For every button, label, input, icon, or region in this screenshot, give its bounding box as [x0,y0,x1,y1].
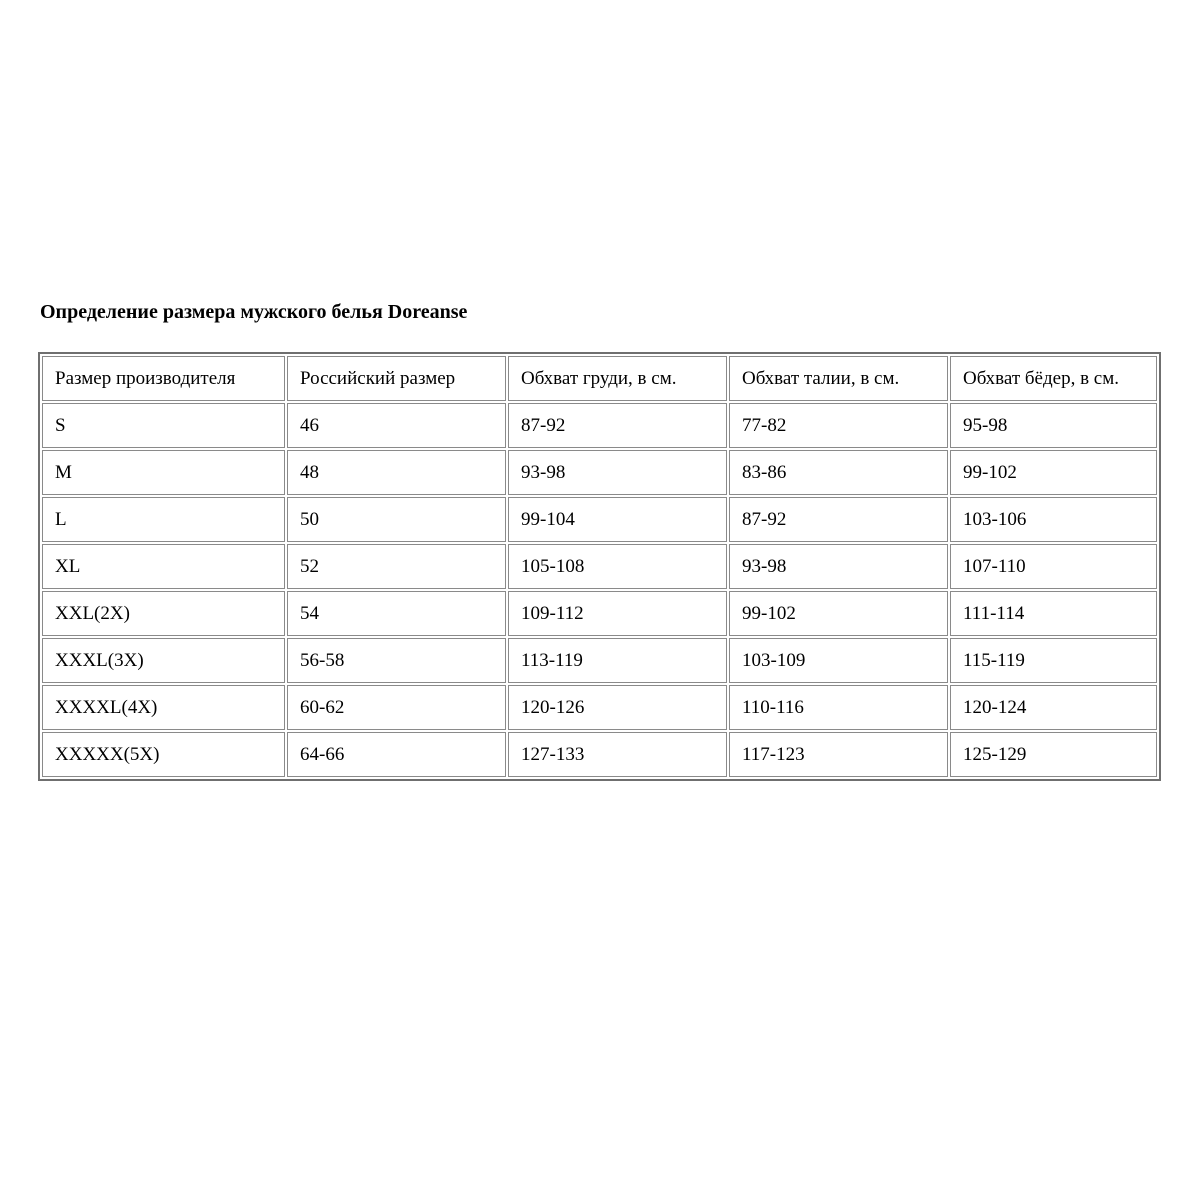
table-header-row [42,356,1157,401]
table-header [42,356,1157,401]
table-cell: 95-98 [950,403,1157,448]
table-row [42,403,1157,448]
table-cell: 50 [287,497,506,542]
table-cell: 87-92 [508,403,727,448]
table-cell: XL [42,544,285,589]
table-body [42,403,1157,777]
column-header: Обхват талии, в см. [729,356,948,401]
table-row [42,544,1157,589]
table-cell: 46 [287,403,506,448]
table-cell: XXL(2X) [42,591,285,636]
table-row [42,450,1157,495]
table-row [42,732,1157,777]
table-cell: 113-119 [508,638,727,683]
table-cell: L [42,497,285,542]
column-header: Российский размер [287,356,506,401]
table-cell: 60-62 [287,685,506,730]
table-cell: 83-86 [729,450,948,495]
table-cell: 103-109 [729,638,948,683]
page-title: Определение размера мужского белья Doreanse [40,301,468,323]
table-cell: 99-102 [729,591,948,636]
table-cell: 64-66 [287,732,506,777]
table-cell: 110-116 [729,685,948,730]
size-chart-table [38,352,1161,781]
table-cell: 54 [287,591,506,636]
column-header: Обхват бёдер, в см. [950,356,1157,401]
table-cell: 127-133 [508,732,727,777]
table-cell: 48 [287,450,506,495]
table-cell: 105-108 [508,544,727,589]
table-cell: 111-114 [950,591,1157,636]
table-cell: 120-126 [508,685,727,730]
table-cell: 99-102 [950,450,1157,495]
table-cell: 115-119 [950,638,1157,683]
table-cell: 107-110 [950,544,1157,589]
table-cell: 117-123 [729,732,948,777]
table-cell: XXXXX(5X) [42,732,285,777]
table-cell: XXXL(3X) [42,638,285,683]
table-cell: 77-82 [729,403,948,448]
table-cell: 52 [287,544,506,589]
table-cell: 120-124 [950,685,1157,730]
table-row [42,591,1157,636]
table-cell: M [42,450,285,495]
column-header: Обхват груди, в см. [508,356,727,401]
table-row [42,685,1157,730]
table-cell: XXXXL(4X) [42,685,285,730]
table-cell: 125-129 [950,732,1157,777]
table-cell: 93-98 [729,544,948,589]
table-cell: 99-104 [508,497,727,542]
table-cell: 56-58 [287,638,506,683]
table-cell: S [42,403,285,448]
table-row [42,638,1157,683]
table-cell: 93-98 [508,450,727,495]
column-header: Размер производителя [42,356,285,401]
table-cell: 109-112 [508,591,727,636]
table-cell: 103-106 [950,497,1157,542]
table-cell: 87-92 [729,497,948,542]
table-row [42,497,1157,542]
